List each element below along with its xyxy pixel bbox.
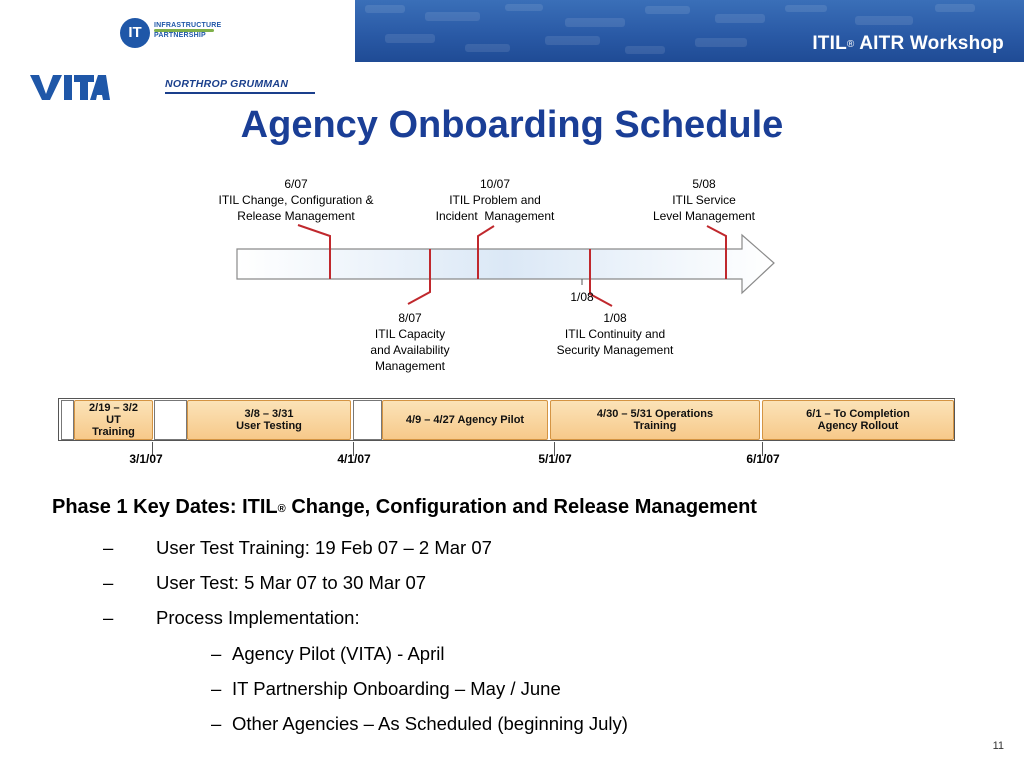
timeline-arrow	[237, 235, 774, 293]
milestone-date: 10/07	[479, 177, 511, 191]
milestone-line: ITIL Problem and	[449, 193, 541, 207]
sub-bullet-dash: –	[211, 713, 222, 734]
milestone-date: 6/07	[284, 177, 308, 191]
segment-label: Training	[633, 420, 677, 432]
bullet-dash: –	[103, 607, 114, 628]
segment-label: 4/30 – 5/31 Operations	[596, 408, 714, 420]
segment-label: Agency Rollout	[817, 420, 899, 432]
bullet-dash: –	[103, 572, 114, 593]
milestone-line: Level Management	[652, 209, 756, 223]
milestone-line: Management	[374, 359, 446, 373]
milestone-5-08	[634, 176, 774, 224]
sub-bullet-dash: –	[211, 678, 222, 699]
segment-ut-training	[74, 400, 153, 440]
milestone-line: and Availability	[370, 343, 450, 357]
page-title: Agency Onboarding Schedule	[240, 104, 784, 146]
milestone-line: ITIL Change, Configuration &	[218, 193, 374, 207]
segment-label: 6/1 – To Completion	[806, 408, 910, 420]
bullet-dash: –	[103, 537, 114, 558]
segment-operations-training	[550, 400, 760, 440]
segment-user-testing	[187, 400, 351, 440]
milestone-line: ITIL Capacity	[374, 327, 446, 341]
milestone-line: Incident Management	[435, 209, 555, 223]
segment-label: 3/8 – 3/31	[244, 408, 294, 420]
milestone-line: Security Management	[556, 343, 674, 357]
date-label: 6/1/07	[746, 452, 780, 466]
schedule-gap	[154, 400, 187, 440]
banner-title: ITIL® AITR Workshop	[812, 33, 1004, 54]
date-label: 4/1/07	[337, 452, 371, 466]
schedule-gap	[61, 400, 74, 440]
page-number: 11	[992, 740, 1004, 752]
date-label: 5/1/07	[538, 452, 572, 466]
segment-label: Training	[92, 426, 135, 438]
schedule-gap	[353, 400, 382, 440]
segment-label: User Testing	[236, 420, 302, 432]
date-label: 3/1/07	[129, 452, 163, 466]
milestone-8-07	[350, 310, 470, 374]
segment-label: 2/19 – 3/2	[89, 402, 138, 414]
milestone-1-08	[540, 310, 690, 358]
schedule-bar	[58, 398, 955, 441]
timeline-mid-label: 1/08	[570, 290, 594, 304]
bullet-process-implementation: Process Implementation:	[156, 607, 360, 628]
it-logo-line2: PARTNERSHIP	[154, 32, 206, 39]
bullet-user-test: User Test: 5 Mar 07 to 30 Mar 07	[156, 572, 427, 593]
segment-label: 4/9 – 4/27 Agency Pilot	[405, 414, 525, 426]
milestone-date: 5/08	[692, 177, 716, 191]
segment-label: UT	[106, 414, 121, 426]
sub-bullet-other-agencies: Other Agencies – As Scheduled (beginning July)	[232, 713, 628, 734]
it-logo-line1: INFRASTRUCTURE	[154, 22, 222, 29]
milestone-10-07	[420, 176, 570, 224]
milestone-line: ITIL Continuity and	[564, 327, 666, 341]
segment-agency-pilot	[382, 400, 548, 440]
it-logo-mark: IT	[120, 18, 150, 48]
sub-bullet-dash: –	[211, 643, 222, 664]
phase-heading: Phase 1 Key Dates: ITIL® Change, Configuration and Release Management	[52, 496, 757, 518]
milestone-line: Release Management	[237, 209, 355, 223]
milestone-6-07	[206, 176, 386, 224]
milestone-line: ITIL Service	[672, 193, 736, 207]
milestone-date: 1/08	[603, 311, 627, 325]
milestone-date: 8/07	[398, 311, 422, 325]
bullet-user-test-training: User Test Training: 19 Feb 07 – 2 Mar 07	[156, 537, 492, 558]
sub-bullet-it-partnership: IT Partnership Onboarding – May / June	[232, 678, 561, 699]
segment-agency-rollout	[762, 400, 954, 440]
sub-bullet-agency-pilot: Agency Pilot (VITA) - April	[232, 643, 445, 664]
northrop-logo-text: NORTHROP GRUMMAN	[165, 78, 289, 90]
